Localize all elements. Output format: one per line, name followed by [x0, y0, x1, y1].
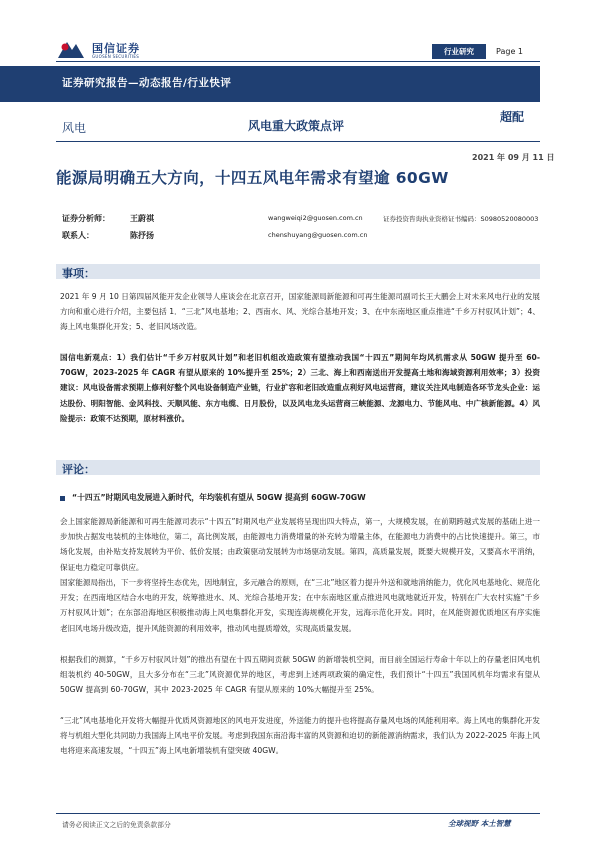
analyst-email[interactable]: wangweiqi2@guosen.com.cn	[268, 214, 363, 222]
comment-paragraph: 国家能源局指出，下一步将坚持生态优先，因地制宜，多元融合的原则，在“三北”地区着力提升外送和就地消纳能力，优化风电基地化、规范化开发；在西南地区结合水电的开发，统筹推进水、风、光综合基地开发；在中东南地区重点推进风电就地就近开发，特别在广大农村实施“千乡万村驭风计划”；在东部沿海地区积极推动海上风电集群化开发，实现连海规模化开发，远海示范化开发。同时，在风能资源优质地区有序实施老旧风电场升级改造，提升风能资源的利用效率，推动风电提质增效，实现高质量发展。	[60, 578, 540, 633]
analyst-role: 证券分析师：	[62, 214, 110, 223]
comment-section-bar	[56, 460, 540, 475]
category-tag: 行业研究	[432, 44, 486, 59]
headline: 能源局明确五大方向，十四五风电年需求有望逾 60GW	[56, 169, 449, 187]
guosen-logo-icon	[56, 38, 86, 60]
event-paragraph: 2021 年 9 月 10 日第四届风能开发企业领导人座谈会在北京召开，国家能源局新能源和可再生能源司副司长王大鹏会上对未来风电行业的发展方向和重心进行介绍，主要包括 1．“三北”风电基地；2、西南水、风、光综合基地开发；3、在中东南地区重点推进“千乡万村驭风计划”；4、海上风电集群化开发；5、老旧风场改造。	[60, 292, 540, 332]
events-section-title: 事项：	[62, 267, 95, 280]
comment-section-title: 评论：	[62, 463, 95, 476]
bullet-square-icon	[60, 496, 65, 501]
analyst-cert: 证券投资咨询执业资格证书编码：S0980520080003	[383, 215, 539, 223]
bullet-heading: “十四五”时期风电发展进入新时代，年均装机有望从 50GW 提高到 60GW-70GW	[72, 493, 366, 502]
logo-text: 国信证券	[92, 42, 140, 55]
report-type-text: 证券研究报告—动态报告/行业快评	[62, 77, 232, 89]
comment-paragraph: “三北”风电基地化开发将大幅提升优质风资源地区的风电开发进度，外送能力的提升也将提高存量风电场的风能利用率。海上风电的集群化开发将与机组大型化共同助力我国海上风电平价发展。考虑到我国东南沿海丰富的风资源和迫切的新能源消纳需求，我们认为 2022-2025 年海上风电将迎来高速发展，“十四五”海上风电新增装机有望突破 40GW。	[60, 716, 540, 756]
contact-email[interactable]: chenshuyang@guosen.com.cn	[268, 231, 368, 239]
report-date: 2021 年 09 月 11 日	[472, 153, 555, 162]
contact-role: 联系人：	[62, 231, 94, 240]
report-title: 风电重大政策点评	[248, 119, 345, 133]
header-rule	[56, 61, 540, 62]
logo-subtext: GUOSEN SECURITIES	[92, 54, 140, 59]
comment-paragraph: 根据我们的测算，“千乡万村驭风计划”的推出有望在十四五期间贡献 50GW 的新增装机空间，而目前全国运行寿命十年以上的存量老旧风电机组装机约 40-50GW，且大多分布在“三北”风资源优异的地区，考虑到上述两项政策的确定性，我们预计“十四五”我国风机年均需求有望从 50GW 提高到 60-70GW，其中 2023-2025 年 CAGR 有望从原来的 10%大幅提升至 25%。	[60, 655, 540, 695]
footer-slogan: 全球视野 本土智慧	[448, 819, 511, 828]
sector-label: 风电	[62, 121, 87, 135]
rating-label: 超配	[500, 110, 525, 124]
events-section-bar	[56, 264, 540, 279]
contact-name: 陈抒扬	[130, 231, 154, 240]
guosen-view-paragraph: 国信电新观点：1）我们估计“千乡万村驭风计划”和老旧机组改造政策有望推动我国“十四五”期间年均风机需求从 50GW 提升至 60-70GW，2023-2025 年 CAGR 有望从原来的 10%提升至 25%；2）三北、海上和西南送出开发提高土地和海域资源利用效率；3）投资建议：风电设备需求预期上修利好整个风电设备制造产业链，行业扩容和老旧改造重点利好风电运营商，建议关注风电制造各环节龙头企业：运达股份、明阳智能、金风科技、天顺风能、东方电缆、日月股份，以及风电龙头运营商三峡能源、龙源电力、节能风电、中广核新能源。4）风险提示：政策不达预期，原材料涨价。	[60, 353, 540, 423]
footer-rule	[56, 813, 540, 814]
title-rule	[56, 141, 540, 142]
comment-paragraph: 会上国家能源局新能源和可再生能源司表示“十四五”时期风电产业发展将呈现出四大特点，第一，大规模发展，在前期跨越式发展的基础上进一步加快占据发电装机的主体地位，第二，高比例发展，由能源电力消费增量的补充转为增量主体，在能源电力消费中的占比快速提升。第三，市场化发展，由补贴支持发展转为平价、低价发展；由政策驱动发展转为市场驱动发展。第四，高质量发展，既要大规模开发，又要高水平消纳，保证电力稳定可靠供应。	[60, 517, 540, 572]
page-number: Page 1	[496, 47, 523, 56]
footer-disclaimer: 请务必阅读正文之后的免责条款部分	[62, 821, 171, 829]
analyst-name: 王蔚祺	[130, 214, 154, 223]
